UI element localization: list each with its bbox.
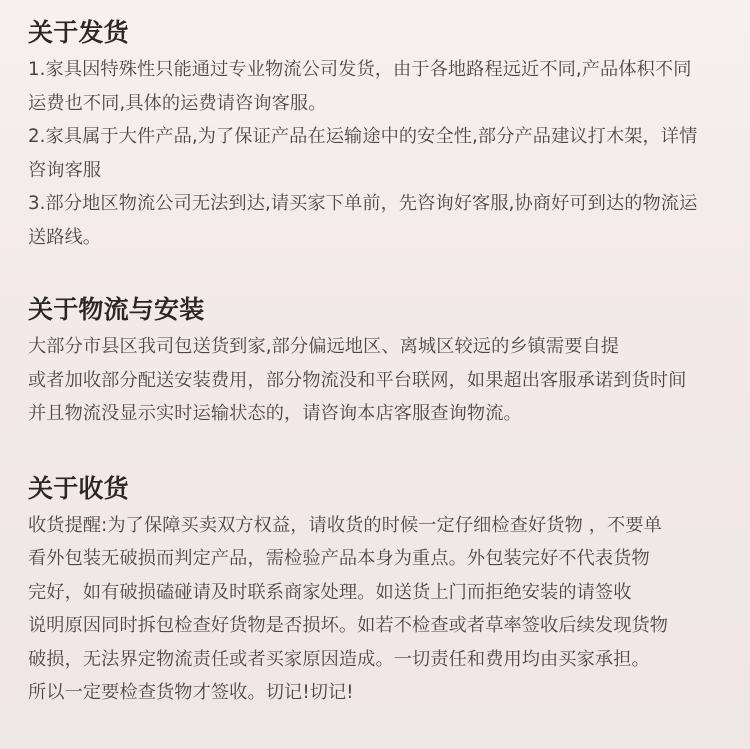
paragraph-line: 1.家具因特殊性只能通过专业物流公司发货，由于各地路程远近不同,产品体积不同 xyxy=(28,59,692,80)
paragraph-line: 所以一定要检查货物才签收。切记!切记! xyxy=(28,682,354,703)
paragraph-line: 或者加收部分配送安装费用，部分物流没和平台联网，如果超出客服承诺到货时间 xyxy=(28,369,687,391)
section-title-receiving: 关于收货 xyxy=(28,473,129,503)
paragraph-line: 3.部分地区物流公司无法到达,请买家下单前，先咨询好客服,协商好可到达的物流运 xyxy=(28,193,698,214)
section-shipping xyxy=(28,13,734,254)
logistics-paragraph xyxy=(28,330,734,431)
paragraph-line: 破损，无法界定物流责任或者买家原因造成。一切责任和费用均由买家承担。 xyxy=(28,648,650,670)
section-logistics-installation xyxy=(28,290,734,431)
paragraph-line: 2.家具属于大件产品,为了保证产品在运输途中的安全性,部分产品建议打木架，详情 xyxy=(28,126,698,147)
paragraph-line: 完好，如有破损磕碰请及时联系商家处理。如送货上门而拒绝安装的请签收 xyxy=(28,581,632,603)
paragraph-line: 收货提醒:为了保障买卖双方权益，请收货的时候一定仔细检查好货物 ，不要单 xyxy=(28,514,662,536)
section-title-shipping: 关于发货 xyxy=(28,18,129,47)
paragraph-line: 送路线。 xyxy=(28,226,102,248)
paragraph-line: 并且物流没显示实时运输状态的，请咨询本店客服查询物流。 xyxy=(28,403,522,424)
paragraph-line: 大部分市县区我司包送货到家,部分偏远地区、离城区较远的乡镇需要自提 xyxy=(28,336,620,357)
section-title-logistics-installation: 关于物流与安装 xyxy=(28,295,205,324)
paragraph-line: 运费也不同,具体的运费请咨询客服。 xyxy=(28,92,327,114)
paragraph-line: 看外包装无破损而判定产品，需检验产品本身为重点。外包装完好不代表货物 xyxy=(28,548,650,569)
receiving-paragraph xyxy=(28,509,734,710)
paragraph-line: 咨询客服 xyxy=(28,159,102,181)
shipping-paragraph xyxy=(28,53,734,254)
section-receiving xyxy=(28,469,734,710)
paragraph-line: 说明原因同时拆包检查好货物是否损坏。如若不检查或者草率签收后续发现货物 xyxy=(28,615,669,636)
